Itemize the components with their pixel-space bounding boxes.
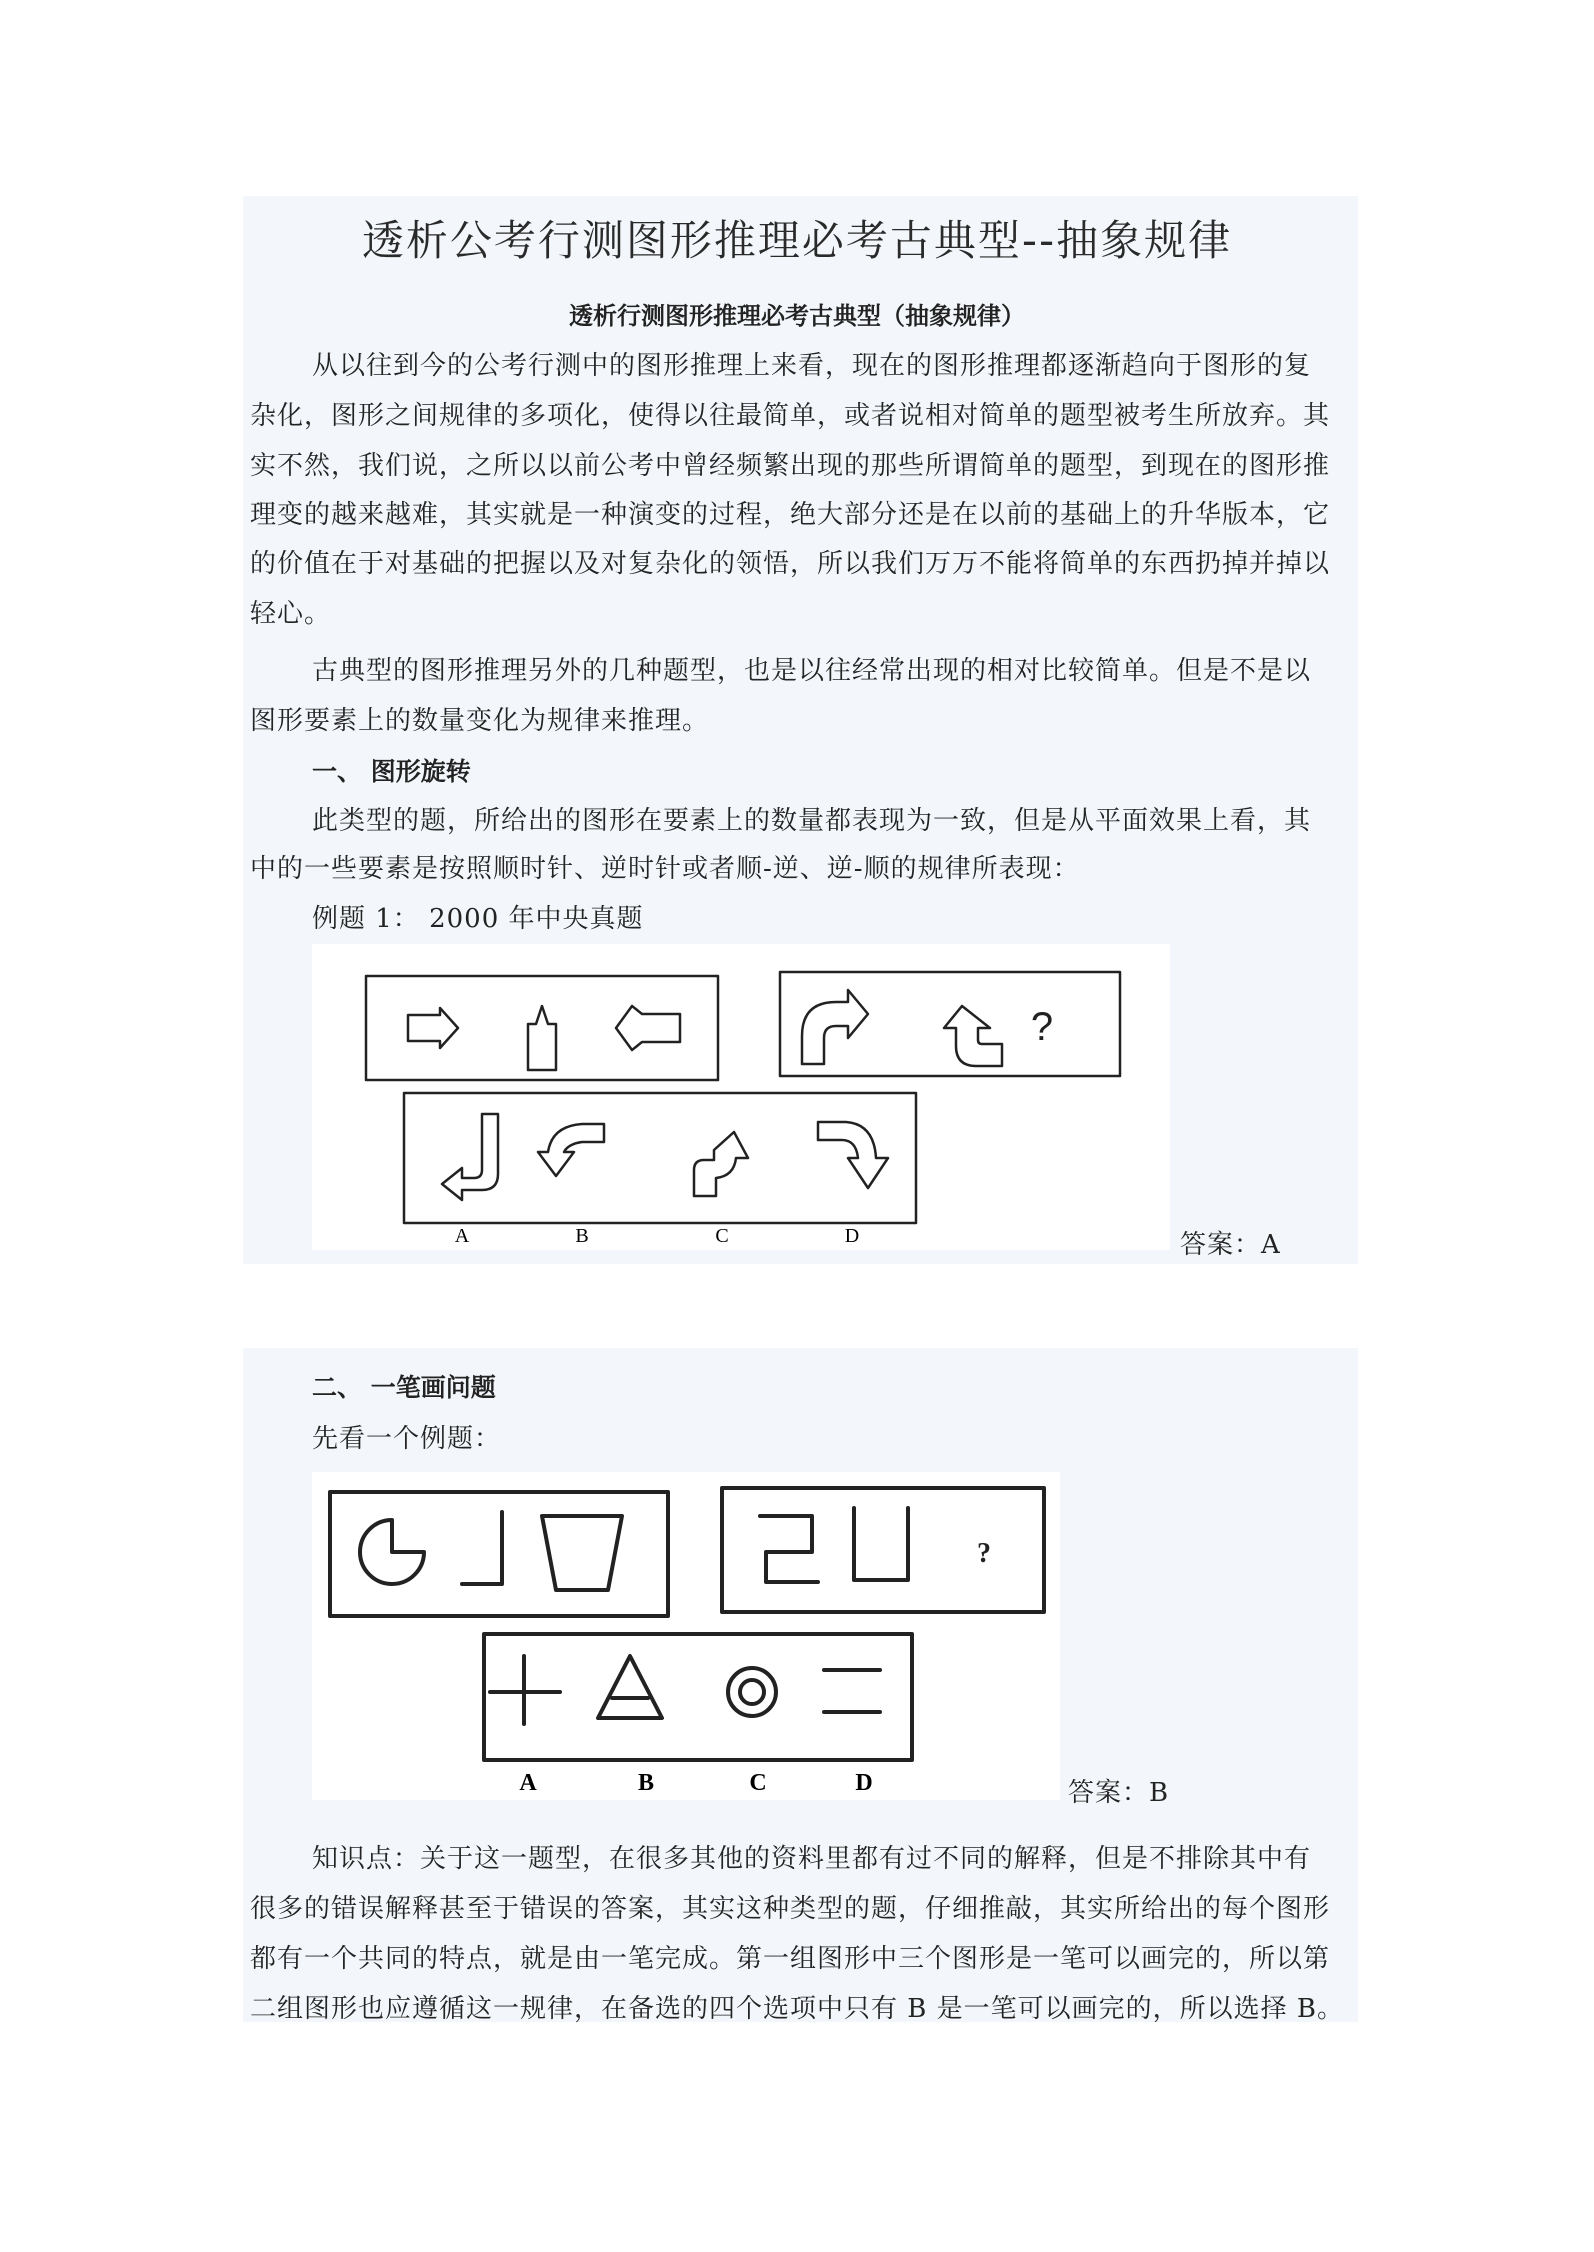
option-label-c: C [715,1225,729,1247]
option-a-shape [442,1114,498,1200]
option-c-outer-circle [728,1668,776,1716]
shape-zigzag-2 [760,1516,818,1582]
section-intro: 先看一个例题： [312,1424,502,1454]
options-box [484,1634,912,1760]
one-stroke-figure-svg [312,1472,1060,1800]
knowledge-line: 很多的错误解释甚至于错误的答案，其实这种类型的题，仔细推敲，其实所给出的每个图形 [250,1894,1331,1924]
knowledge-line: 都有一个共同的特点，就是由一笔完成。第一组图形中三个图形是一笔可以画完的，所以第 [250,1944,1331,1974]
shape-right-angle [462,1512,502,1584]
shape-rect-arrow-left [616,1006,680,1050]
answer-text: 答案：B [1068,1778,1170,1808]
option-a-cross [490,1656,560,1724]
intro-line: 的价值在于对基础的把握以及对复杂化的领悟，所以我们万万不能将简单的东西扔掉并掉以 [250,549,1331,579]
shape-rect-arrow-up [528,1006,556,1070]
figure-rotation-question [312,944,1170,1250]
intro-line: 杂化，图形之间规律的多项化，使得以往最简单，或者说相对简单的题型被考生所放弃。其 [250,401,1331,431]
question-mark: ? [1030,1005,1054,1049]
question-box-group-2 [780,972,1120,1076]
option-label-d: D [855,1770,873,1796]
paragraph-line: 古典型的图形推理另外的几种题型，也是以往经常出现的相对比较简单。但是不是以 [312,656,1312,686]
shape-pacman [360,1520,424,1584]
document-title: 透析公考行测图形推理必考古典型--抽象规律 [361,216,1233,265]
option-d-two-lines [824,1670,880,1712]
knowledge-line: 二组图形也应遵循这一规律，在备选的四个选项中只有 B 是一笔可以画完的，所以选择 B。 [250,1994,1345,2024]
shape-u [854,1508,908,1580]
knowledge-line: 知识点：关于这一题型，在很多其他的资料里都有过不同的解释，但是不排除其中有 [312,1844,1312,1874]
shape-curved-arrow-up-left [944,1006,1002,1066]
shape-trapezoid [542,1516,622,1590]
shape-curved-arrow-right [802,990,868,1064]
intro-line: 轻心。 [250,599,332,629]
document-subtitle: 透析行测图形推理必考古典型（抽象规律） [569,302,1025,330]
option-label-a: A [519,1770,537,1796]
section-heading-rotation: 一、 图形旋转 [312,757,471,786]
option-b-triangle [598,1656,662,1718]
intro-line: 从以往到今的公考行测中的图形推理上来看，现在的图形推理都逐渐趋向于图形的复 [312,351,1312,381]
rotation-figure-svg [312,944,1170,1250]
option-label-c: C [749,1770,767,1796]
figure-one-stroke-question [312,1472,1060,1800]
intro-line: 理变的越来越难，其实就是一种演变的过程，绝大部分还是在以前的基础上的升华版本，它 [250,500,1331,530]
intro-line: 实不然，我们说，之所以以前公考中曾经频繁出现的那些所谓简单的题型，到现在的图形推 [250,451,1331,481]
option-label-b: B [575,1225,589,1247]
shape-rect-arrow-right [408,1008,458,1048]
option-b-shape [538,1124,604,1176]
option-c-inner-circle [740,1680,764,1704]
option-label-b: B [637,1770,655,1796]
option-label-a: A [454,1225,470,1247]
option-d-shape [818,1122,888,1188]
question-box-group-1 [366,976,718,1080]
question-mark: ? [977,1538,991,1569]
option-c-shape [694,1132,748,1196]
section-desc-line: 此类型的题，所给出的图形在要素上的数量都表现为一致，但是从平面效果上看，其 [312,806,1312,836]
answer-text: 答案：A [1180,1230,1281,1260]
section-desc-line: 中的一些要素是按照顺时针、逆时针或者顺-逆、逆-顺的规律所表现： [250,854,1080,884]
option-label-d: D [844,1225,860,1247]
question-box-group-1 [330,1492,668,1616]
section-heading-one-stroke: 二、 一笔画问题 [312,1373,496,1402]
example-label: 例题 1： 2000 年中央真题 [312,904,644,934]
paragraph-line: 图形要素上的数量变化为规律来推理。 [250,706,710,736]
